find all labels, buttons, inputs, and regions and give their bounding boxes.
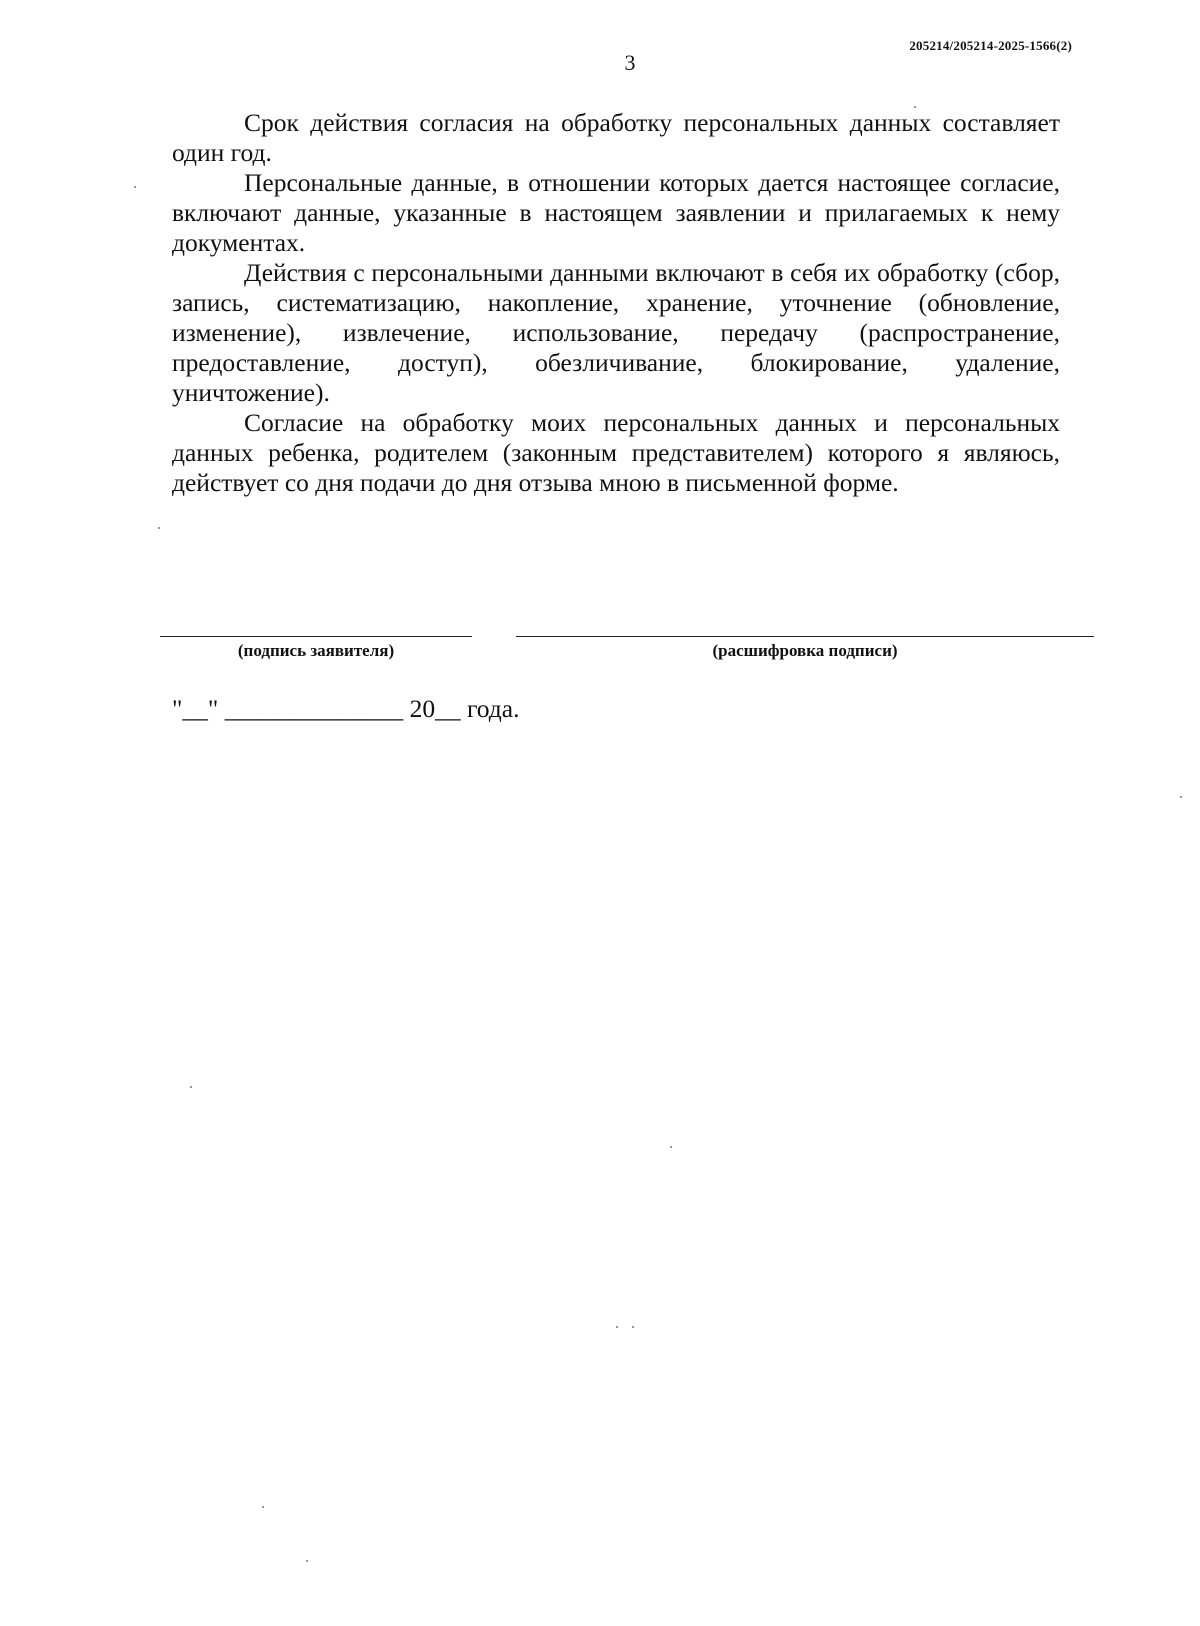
scan-speck bbox=[158, 527, 160, 529]
paragraph-personal-data-scope: Персональные данные, в отношении которых дается настоящее согласие, включают данные, указанные в настоящем заявлении и прилагаемых к нему документах. bbox=[172, 168, 1060, 257]
signature-caption: (подпись заявителя) bbox=[237, 641, 395, 660]
consent-text bbox=[172, 108, 1060, 498]
scan-speck bbox=[262, 1506, 264, 1508]
scan-speck bbox=[306, 1560, 308, 1562]
document-id: 205214/205214-2025-1566(2) bbox=[909, 38, 1072, 53]
date-line: "__" ______________ 20__ года. bbox=[172, 694, 520, 723]
scan-speck bbox=[632, 1326, 634, 1328]
scan-speck bbox=[134, 186, 136, 188]
paragraph-processing-actions: Действия с персональными данными включают в себя их обработку (сбор, запись, систематизацию, накопление, хранение, уточнение (обновление, изменение), извлечение, использование, передачу (распространение, предоставление, доступ), обезличивание, блокирование, удаление, уничтожение). bbox=[172, 258, 1060, 407]
signature-decoding-line bbox=[516, 636, 1094, 637]
page-number: 3 bbox=[624, 50, 636, 75]
paragraph-consent-duration: Согласие на обработку моих персональных данных и персональных данных ребенка, родителем (законным представителем) которого я являюсь, действует со дня подачи до дня отзыва мною в письменной форме. bbox=[172, 408, 1060, 497]
scan-speck bbox=[616, 1326, 618, 1328]
signature-line bbox=[160, 636, 472, 637]
scan-speck bbox=[670, 1146, 672, 1148]
scan-speck bbox=[914, 106, 916, 108]
scan-speck bbox=[190, 1086, 192, 1088]
scan-speck bbox=[1180, 796, 1182, 798]
signature-decoding-caption: (расшифровка подписи) bbox=[712, 641, 898, 660]
paragraph-validity-period: Срок действия согласия на обработку персональных данных составляет один год. bbox=[172, 108, 1060, 167]
